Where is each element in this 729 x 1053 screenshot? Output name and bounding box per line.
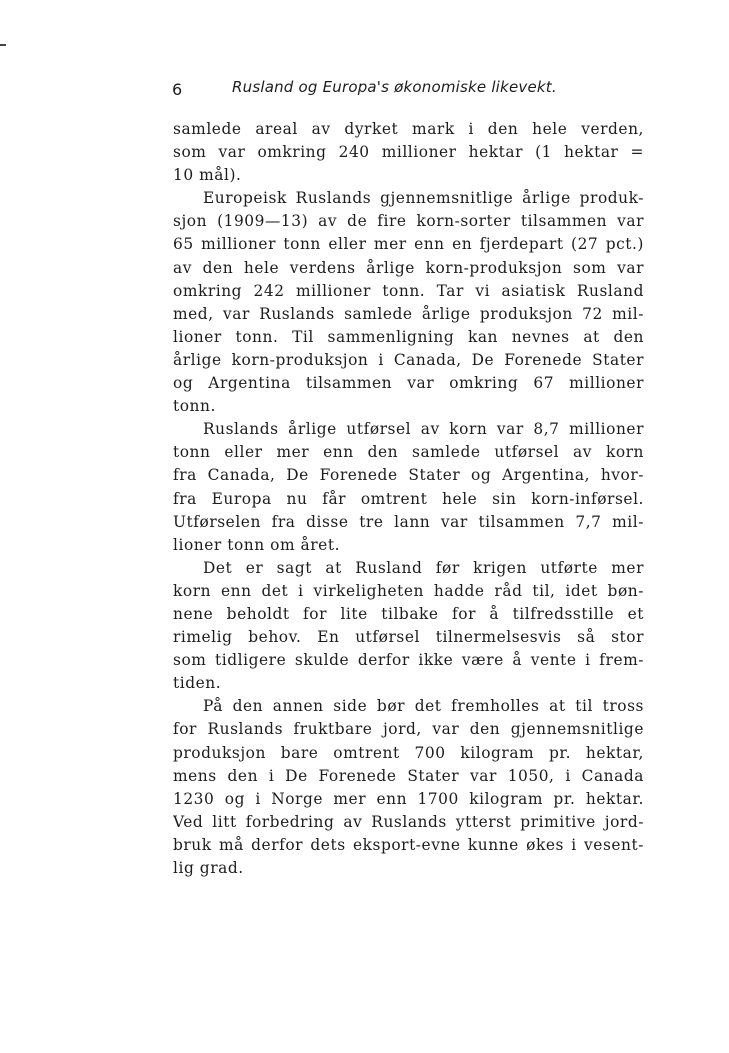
text-line: rimelig behov. En utførsel tilnermelsesvis så stor: [173, 628, 644, 647]
text-line: årlige korn-produksjon i Canada, De Forenede Stater: [173, 350, 644, 369]
edge-mark: [0, 44, 6, 46]
running-header: [172, 78, 652, 102]
text-line: som tidligere skulde derfor ikke være å vente i frem-: [173, 651, 644, 670]
text-line: lioner tonn. Til sammenligning kan nevnes at den: [173, 327, 644, 346]
text-line: tonn eller mer enn den samlede utførsel av korn: [173, 443, 644, 462]
text-line: 1230 og i Norge mer enn 1700 kilogram pr. hektar.: [173, 789, 644, 808]
text-line: tiden.: [173, 674, 222, 693]
text-line: 10 mål).: [173, 166, 242, 185]
text-line: Utførselen fra disse tre lann var tilsammen 7,7 mil-: [173, 512, 644, 531]
running-title: Rusland og Europa's økonomiske likevekt.: [232, 78, 557, 96]
text-line: Det er sagt at Rusland før krigen utførte mer: [203, 558, 644, 577]
text-line: som var omkring 240 millioner hektar (1 hektar =: [173, 143, 644, 162]
text-line: 65 millioner tonn eller mer enn en fjerdepart (27 pct.): [173, 235, 644, 254]
text-line: fra Canada, De Forenede Stater og Argentina, hvor-: [173, 466, 644, 485]
text-line: fra Europa nu får omtrent hele sin korn-inførsel.: [173, 489, 644, 508]
body-text: [173, 118, 644, 880]
text-line: tonn.: [173, 397, 216, 416]
text-line: sjon (1909—13) av de fire korn-sorter tilsammen var: [173, 212, 644, 231]
text-line: mens den i De Forenede Stater var 1050, i Canada: [173, 766, 644, 785]
text-line: samlede areal av dyrket mark i den hele verden,: [173, 120, 644, 138]
text-line: og Argentina tilsammen var omkring 67 millioner: [173, 374, 644, 393]
text-line: produksjon bare omtrent 700 kilogram pr. hektar,: [173, 743, 644, 762]
text-line: Ved litt forbedring av Ruslands ytterst primitive jord-: [173, 812, 644, 831]
text-line: korn enn det i virkeligheten hadde råd til, idet bøn-: [173, 581, 644, 600]
page-number: 6: [172, 80, 183, 99]
text-line: lioner tonn om året.: [173, 535, 341, 554]
text-line: med, var Ruslands samlede årlige produksjon 72 mil-: [173, 304, 644, 323]
text-line: På den annen side bør det fremholles at til tross: [203, 697, 644, 716]
text-line: nene beholdt for lite tilbake for å tilfredsstille et: [173, 604, 644, 623]
text-line: av den hele verdens årlige korn-produksjon som var: [173, 258, 644, 277]
text-line: for Ruslands fruktbare jord, var den gjennemsnitlige: [173, 720, 644, 739]
text-line: omkring 242 millioner tonn. Tar vi asiatisk Rusland: [173, 281, 644, 300]
text-line: Europeisk Ruslands gjennemsnitlige årlige produk-: [203, 189, 644, 208]
text-line: Ruslands årlige utførsel av korn var 8,7 millioner: [203, 420, 644, 439]
text-line: bruk må derfor dets eksport-evne kunne økes i vesent-: [173, 835, 644, 854]
text-line: lig grad.: [173, 859, 244, 877]
